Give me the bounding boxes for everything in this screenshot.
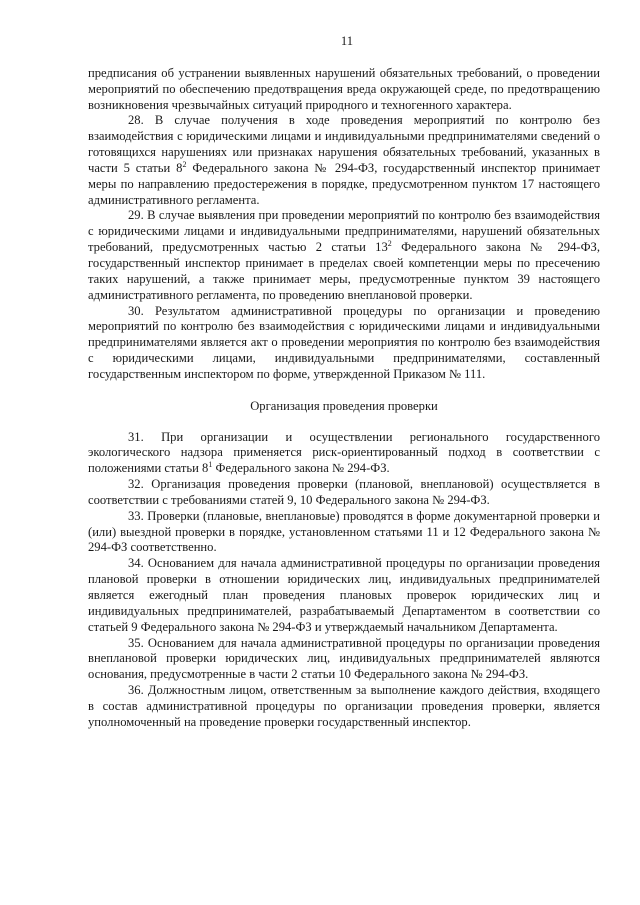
paragraph-30: 30. Результатом административной процедуры по организации и проведению мероприятий по контролю без взаимодействия с юридическими лицами и индивидуальными предпринимателями является акт о проведении мероприятия по контролю без взаимодействия с юридическими лицами, индивидуальными предпринимателями, составленный государственным инспектором по форме, утвержденной Приказом № 111.	[88, 303, 600, 381]
section-heading: Организация проведения проверки	[250, 398, 438, 413]
paragraph-28-superscript: 2	[182, 159, 187, 169]
paragraph-29-text-a: 29. В случае выявления при проведении мероприятий по контролю без взаимодействия с юридическими лицами и индивидуальными предпринимателями, нарушений обязательных требований, предусмотренных частью 2 статьи 13	[88, 208, 600, 255]
paragraph-36: 36. Должностным лицом, ответственным за выполнение каждого действия, входящего в состав административной процедуры по организации проведения проверки, является уполномоченный на проведение проверки государственный инспектор.	[88, 683, 600, 729]
paragraph-29-text-b: Федерального закона № 294-ФЗ, государственный инспектор принимает в пределах своей компетенции меры по пресечению таких нарушений, а также принимает меры, предусмотренные пунктом 39 настоящего административного регламента, по проведению внеплановой проверки.	[88, 240, 600, 302]
paragraph-29-superscript: 2	[387, 239, 392, 249]
paragraph-28-text-a: 28. В случае получения в ходе проведения мероприятий по контролю без взаимодействия с юридическими лицами и индивидуальными предпринимателями сведений о готовящихся нарушениях или признаках нарушения обязательных требований, указанных в части 5 статьи 8	[88, 113, 600, 175]
paragraph-intro: предписания об устранении выявленных нарушений обязательных требований, о проведении мероприятий по обеспечению предотвращения вреда окружающей среде, по предотвращению возникновения чрезвычайных ситуаций природного и техногенного характера.	[88, 65, 600, 112]
paragraph-31-superscript: 1	[208, 460, 213, 470]
paragraph-28-text-b: Федерального закона № 294-ФЗ, государственный инспектор принимает меры по направлению предостережения в порядке, предусмотренном пунктом 17 настоящего административного регламента.	[88, 160, 600, 207]
paragraph-28	[88, 113, 600, 208]
paragraph-31-text-a: 31. При организации и осуществлении регионального государственного экологического надзора применяется риск-ориентированный подход в соответствии с положениями статьи 8	[88, 429, 600, 476]
paragraph-33: 33. Проверки (плановые, внеплановые) проводятся в форме документарной проверки и (или) выездной проверки в порядке, установленном статьями 11 и 12 Федерального закона № 294-ФЗ соответственно.	[88, 508, 600, 555]
paragraph-29	[88, 208, 600, 303]
paragraph-31-text-b: Федерального закона № 294-ФЗ.	[212, 461, 390, 476]
paragraph-32: 32. Организация проведения проверки (плановой, внеплановой) осуществляется в соответствии с требованиями статей 9, 10 Федерального закона № 294-ФЗ.	[88, 477, 600, 507]
page-number: 11	[340, 34, 354, 48]
paragraph-34: 34. Основанием для начала административной процедуры по организации проведения плановой проверки в отношении юридических лиц, индивидуальных предпринимателей является ежегодный план проведения плановых проверок юридических лиц и индивидуальных предпринимателей, разрабатываемый Департаментом в соответствии со статьей 9 Федерального закона № 294-ФЗ и утверждаемый начальником Департамента.	[88, 556, 600, 634]
paragraph-35: 35. Основанием для начала административной процедуры по организации проведения внеплановой проверки юридических лиц, индивидуальных предпринимателей являются основания, предусмотренные в части 2 статьи 10 Федерального закона № 294-ФЗ.	[88, 635, 600, 682]
paragraph-31	[88, 430, 600, 478]
